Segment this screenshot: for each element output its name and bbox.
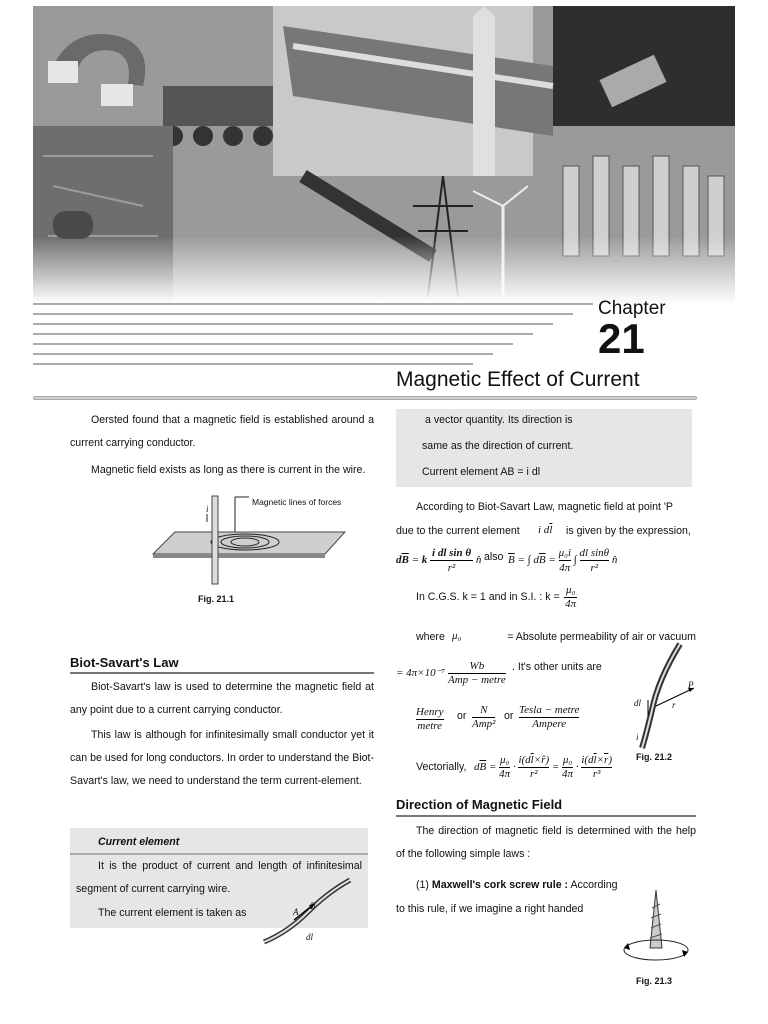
box-line: Current element AB = i dl (422, 466, 541, 478)
chapter-label: Chapter (598, 298, 666, 319)
unit-n-amp2: N Amp² (472, 704, 496, 730)
figure-caption: Fig. 21.3 (636, 976, 673, 986)
section-heading: Biot-Savart's Law (70, 655, 179, 670)
unit-tesla-metre-ampere: Tesla − metre Ampere (519, 704, 580, 730)
paragraph: Oersted found that a magnetic field is established around a current carrying conductor. (70, 414, 374, 449)
chapter-number: 21 (598, 315, 645, 362)
chapter-title: Magnetic Effect of Current (396, 368, 640, 391)
paragraph: Vectorially, (416, 761, 467, 773)
section-rule (396, 815, 696, 817)
k-si-fraction: μ₀ 4π (565, 584, 577, 610)
paragraph: The current element is taken as (98, 907, 247, 919)
point-a-label: A (293, 907, 299, 917)
mu0-value-equation: = 4π×10⁻⁷ Wb Amp − metre (396, 660, 506, 686)
paragraph: According to Biot-Savart Law, magnetic field at point 'P (416, 501, 673, 513)
paragraph: Biot-Savart's law is used to determine the magnetic field at any point due to a current carrying conductor. (70, 681, 374, 716)
rule-name: Maxwell's cork screw rule : (431, 879, 569, 891)
also-word: also (484, 551, 504, 563)
paragraph: This law is although for infinitesimally small conductor yet it can be used for long conductors. In order to understand the Biot-Savart's law, we need to understand the term current-element. (70, 729, 374, 787)
rule-line (416, 874, 618, 897)
figure-callout: Magnetic lines of forces (252, 497, 342, 507)
paragraph: In C.G.S. k = 1 and in S.I. : k = (416, 591, 560, 603)
paragraph: = Absolute permeability of air or vacuum (507, 631, 696, 643)
cork-screw-figure (620, 888, 696, 970)
paragraph: The direction of magnetic field is determined with the help of the following simple laws : (396, 825, 696, 860)
vector-form-equation: $d\overline{B}$ = $\frac{\text{μ₀}}{4\pi}$ · $\frac{i(d\overline{l}\times r̂)}{\text{r²}}$ = $\frac{\text{μ₀}}{4\pi}$ · $\frac{i(d\overline{l}\times\overline{r})}{\text{r³}}$ (474, 754, 612, 780)
title-rule (33, 396, 697, 400)
rule-number: (1) (416, 879, 429, 891)
paragraph: . It's other units are (512, 661, 602, 673)
paragraph: to this rule, if we imagine a right handed (396, 903, 584, 915)
paragraph: is given by the expression, (566, 525, 691, 537)
figure-caption: Fig. 21.2 (636, 752, 673, 762)
box-line: same as the direction of current. (422, 440, 574, 452)
dl-label: dl (634, 698, 642, 708)
figure-caption: Fig. 21.1 (198, 594, 235, 604)
mu0-symbol: μ₀ (452, 630, 462, 642)
decorative-stripes (33, 296, 593, 371)
or-word: or (504, 710, 514, 722)
biot-savart-equation: $d\overline{B} = k$ $\frac{\text{i dl sin θ}}{\text{r²}}$ n̂ (396, 547, 482, 574)
paragraph: It is the product of current and length of infinitesimal segment of current carrying wire. (76, 860, 362, 895)
biot-savart-figure (628, 640, 708, 752)
current-label: i (636, 732, 639, 742)
box-heading: Current element (98, 836, 180, 848)
current-element-symbol: i $d\overline{l}$ (538, 524, 553, 536)
rule-text: According (570, 879, 618, 891)
paragraph: due to the current element (396, 525, 520, 537)
current-label: i (206, 504, 209, 514)
section-rule (70, 672, 374, 674)
section-heading: Direction of Magnetic Field (396, 797, 563, 812)
point-b-label: B (310, 901, 316, 911)
or-word: or (457, 710, 467, 722)
chapter-banner-image (33, 6, 735, 304)
paragraph: Magnetic field exists as long as there is current in the wire. (91, 464, 366, 476)
box-line: a vector quantity. Its direction is (425, 414, 573, 426)
point-p-label: P (688, 680, 694, 690)
unit-henry-metre: Henry metre (416, 706, 444, 732)
paragraph: where (416, 631, 445, 643)
r-label: r (672, 700, 676, 710)
magnetic-field-figure (145, 492, 365, 592)
dl-label: dl (306, 932, 314, 942)
field-integral-equation: $\overline{B}$ = ∫ $d\overline{B}$ = $\frac{\text{μ₀i}}{4\pi}$ ∫ $\frac{\text{dl sinθ}}{\text{r²}}$ n̂ (508, 547, 618, 574)
